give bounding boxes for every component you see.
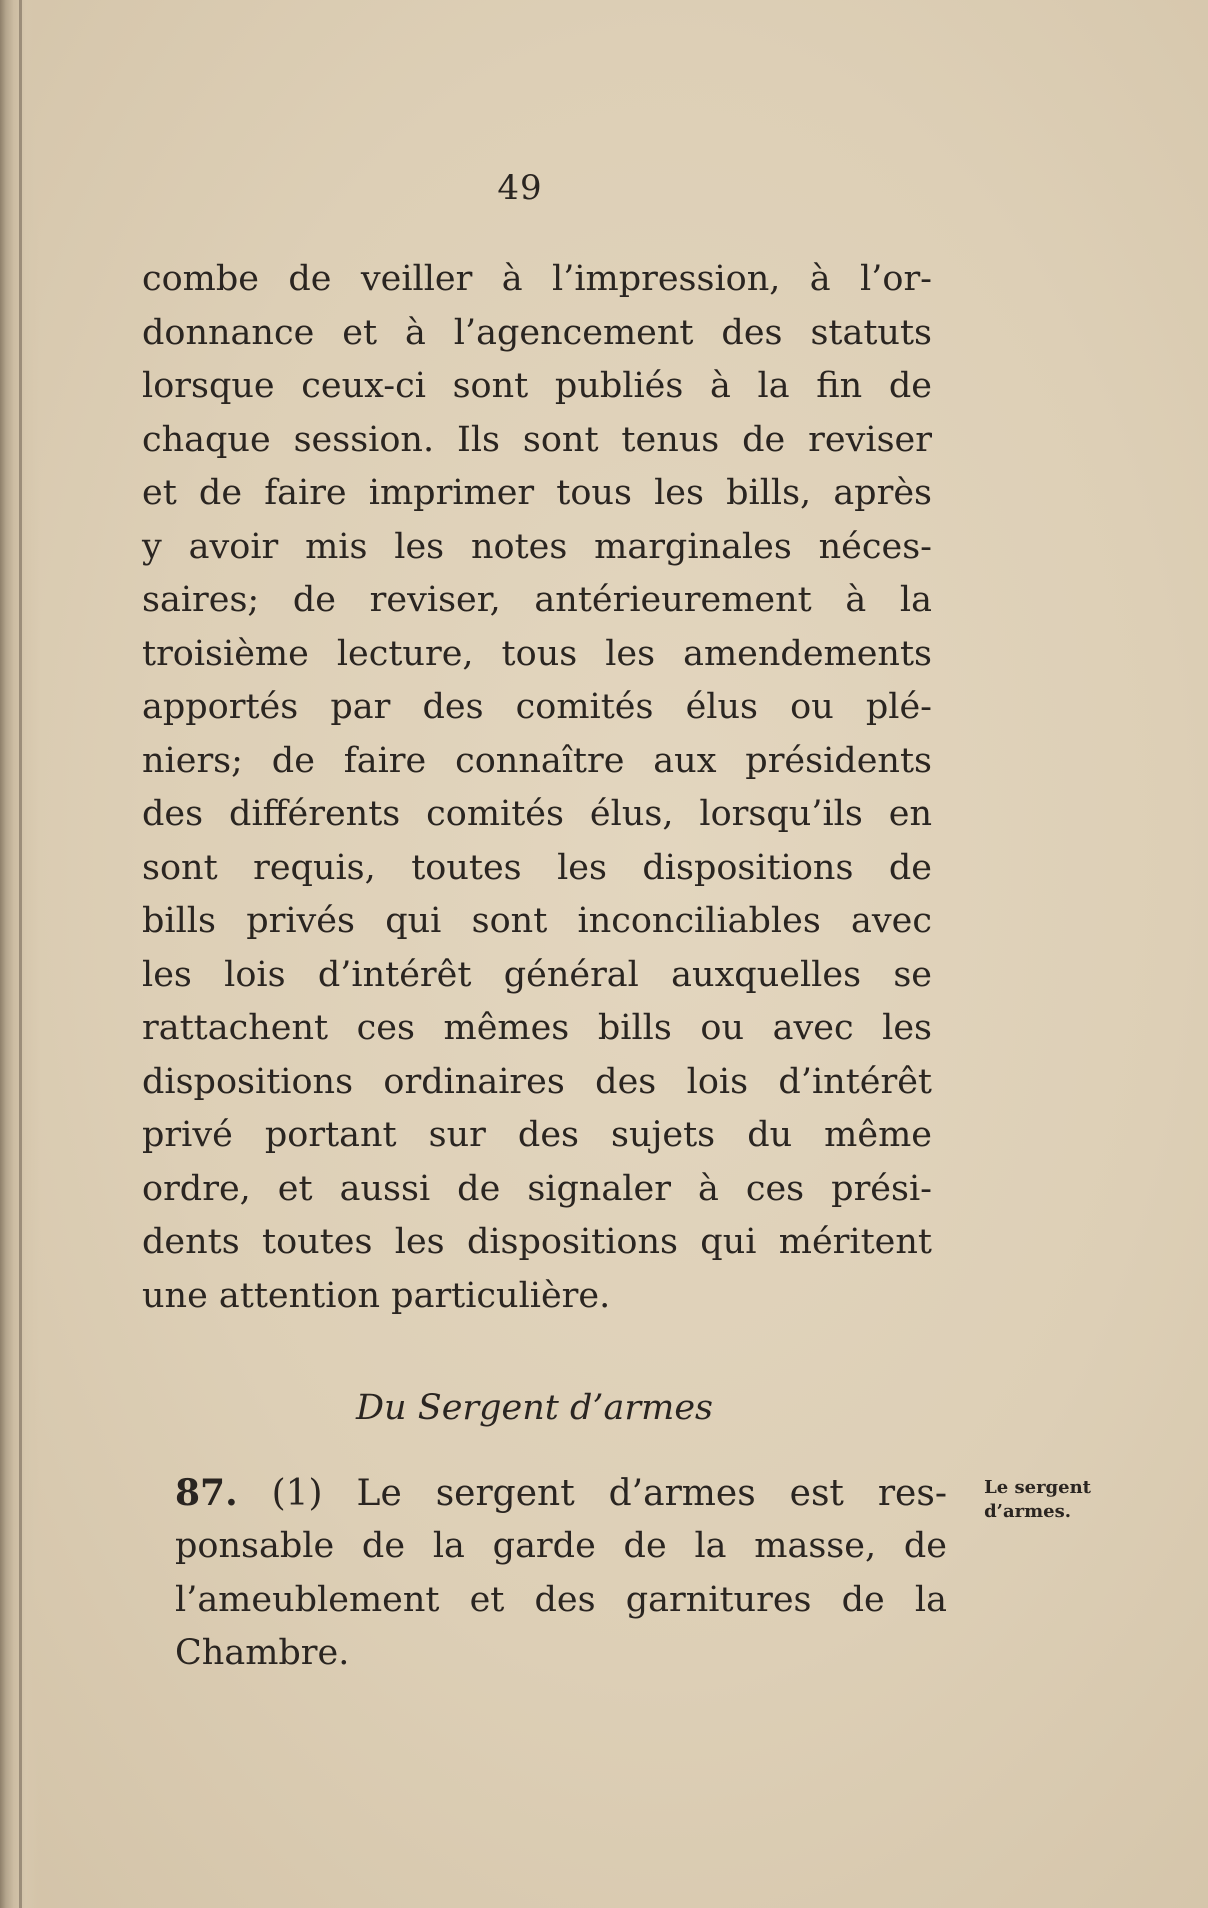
paragraph-line: donnance et à l’agencement des statuts <box>142 312 932 353</box>
article-line: l’ameublement et des garnitures de la <box>175 1579 947 1620</box>
article-line: ponsable de la garde de la masse, de <box>175 1526 947 1566</box>
margin-note <box>956 1476 1091 1524</box>
paragraph-line: combe de veiller à l’impression, à l’or- <box>142 259 932 299</box>
paragraph-line: sont requis, toutes les dispositions de <box>142 847 932 888</box>
page-number: 49 <box>497 168 543 208</box>
paragraph-line: ordre, et aussi de signaler à ces prési- <box>142 1168 932 1209</box>
paragraph-line: troisième lecture, tous les amendements <box>142 633 932 674</box>
paragraph-line: y avoir mis les notes marginales néces- <box>142 526 932 567</box>
margin-note-line: d’armes. <box>984 1501 1071 1522</box>
paragraph-line: bills privés qui sont inconciliables avec <box>142 901 932 941</box>
paragraph-line: dents toutes les dispositions qui méritent <box>142 1222 932 1262</box>
paragraph-line: niers; de faire connaître aux présidents <box>142 740 932 781</box>
body-paragraph <box>142 253 932 1323</box>
article-87-body <box>175 1520 947 1681</box>
paragraph-line: lorsque ceux-ci sont publiés à la fin de <box>142 366 932 406</box>
paragraph-line: apportés par des comités élus ou plé- <box>142 687 932 727</box>
article-first-line-text: (1) Le sergent d’armes est res- <box>271 1473 947 1514</box>
paragraph-line: les lois d’intérêt général auxquelles se <box>142 954 932 995</box>
article-number: 87. <box>175 1472 238 1514</box>
paragraph-line: privé portant sur des sujets du même <box>142 1115 932 1155</box>
margin-note-line: Le sergent <box>984 1477 1091 1498</box>
article-87 <box>175 1466 947 1520</box>
article-first-line <box>175 1466 947 1520</box>
paragraph-line: et de faire imprimer tous les bills, après <box>142 473 932 513</box>
paragraph-line: une attention particulière. <box>142 1275 611 1316</box>
section-heading: Du Sergent d’armes <box>356 1388 713 1428</box>
binding-rule <box>19 0 22 1908</box>
paragraph-line: dispositions ordinaires des lois d’intérêt <box>142 1061 932 1102</box>
article-line: Chambre. <box>175 1633 350 1673</box>
paragraph-line: saires; de reviser, antérieurement à la <box>142 580 932 620</box>
paragraph-line: rattachent ces mêmes bills ou avec les <box>142 1008 932 1048</box>
paragraph-line: des différents comités élus, lorsqu’ils en <box>142 794 932 834</box>
paragraph-line: chaque session. Ils sont tenus de reviser <box>142 419 932 460</box>
